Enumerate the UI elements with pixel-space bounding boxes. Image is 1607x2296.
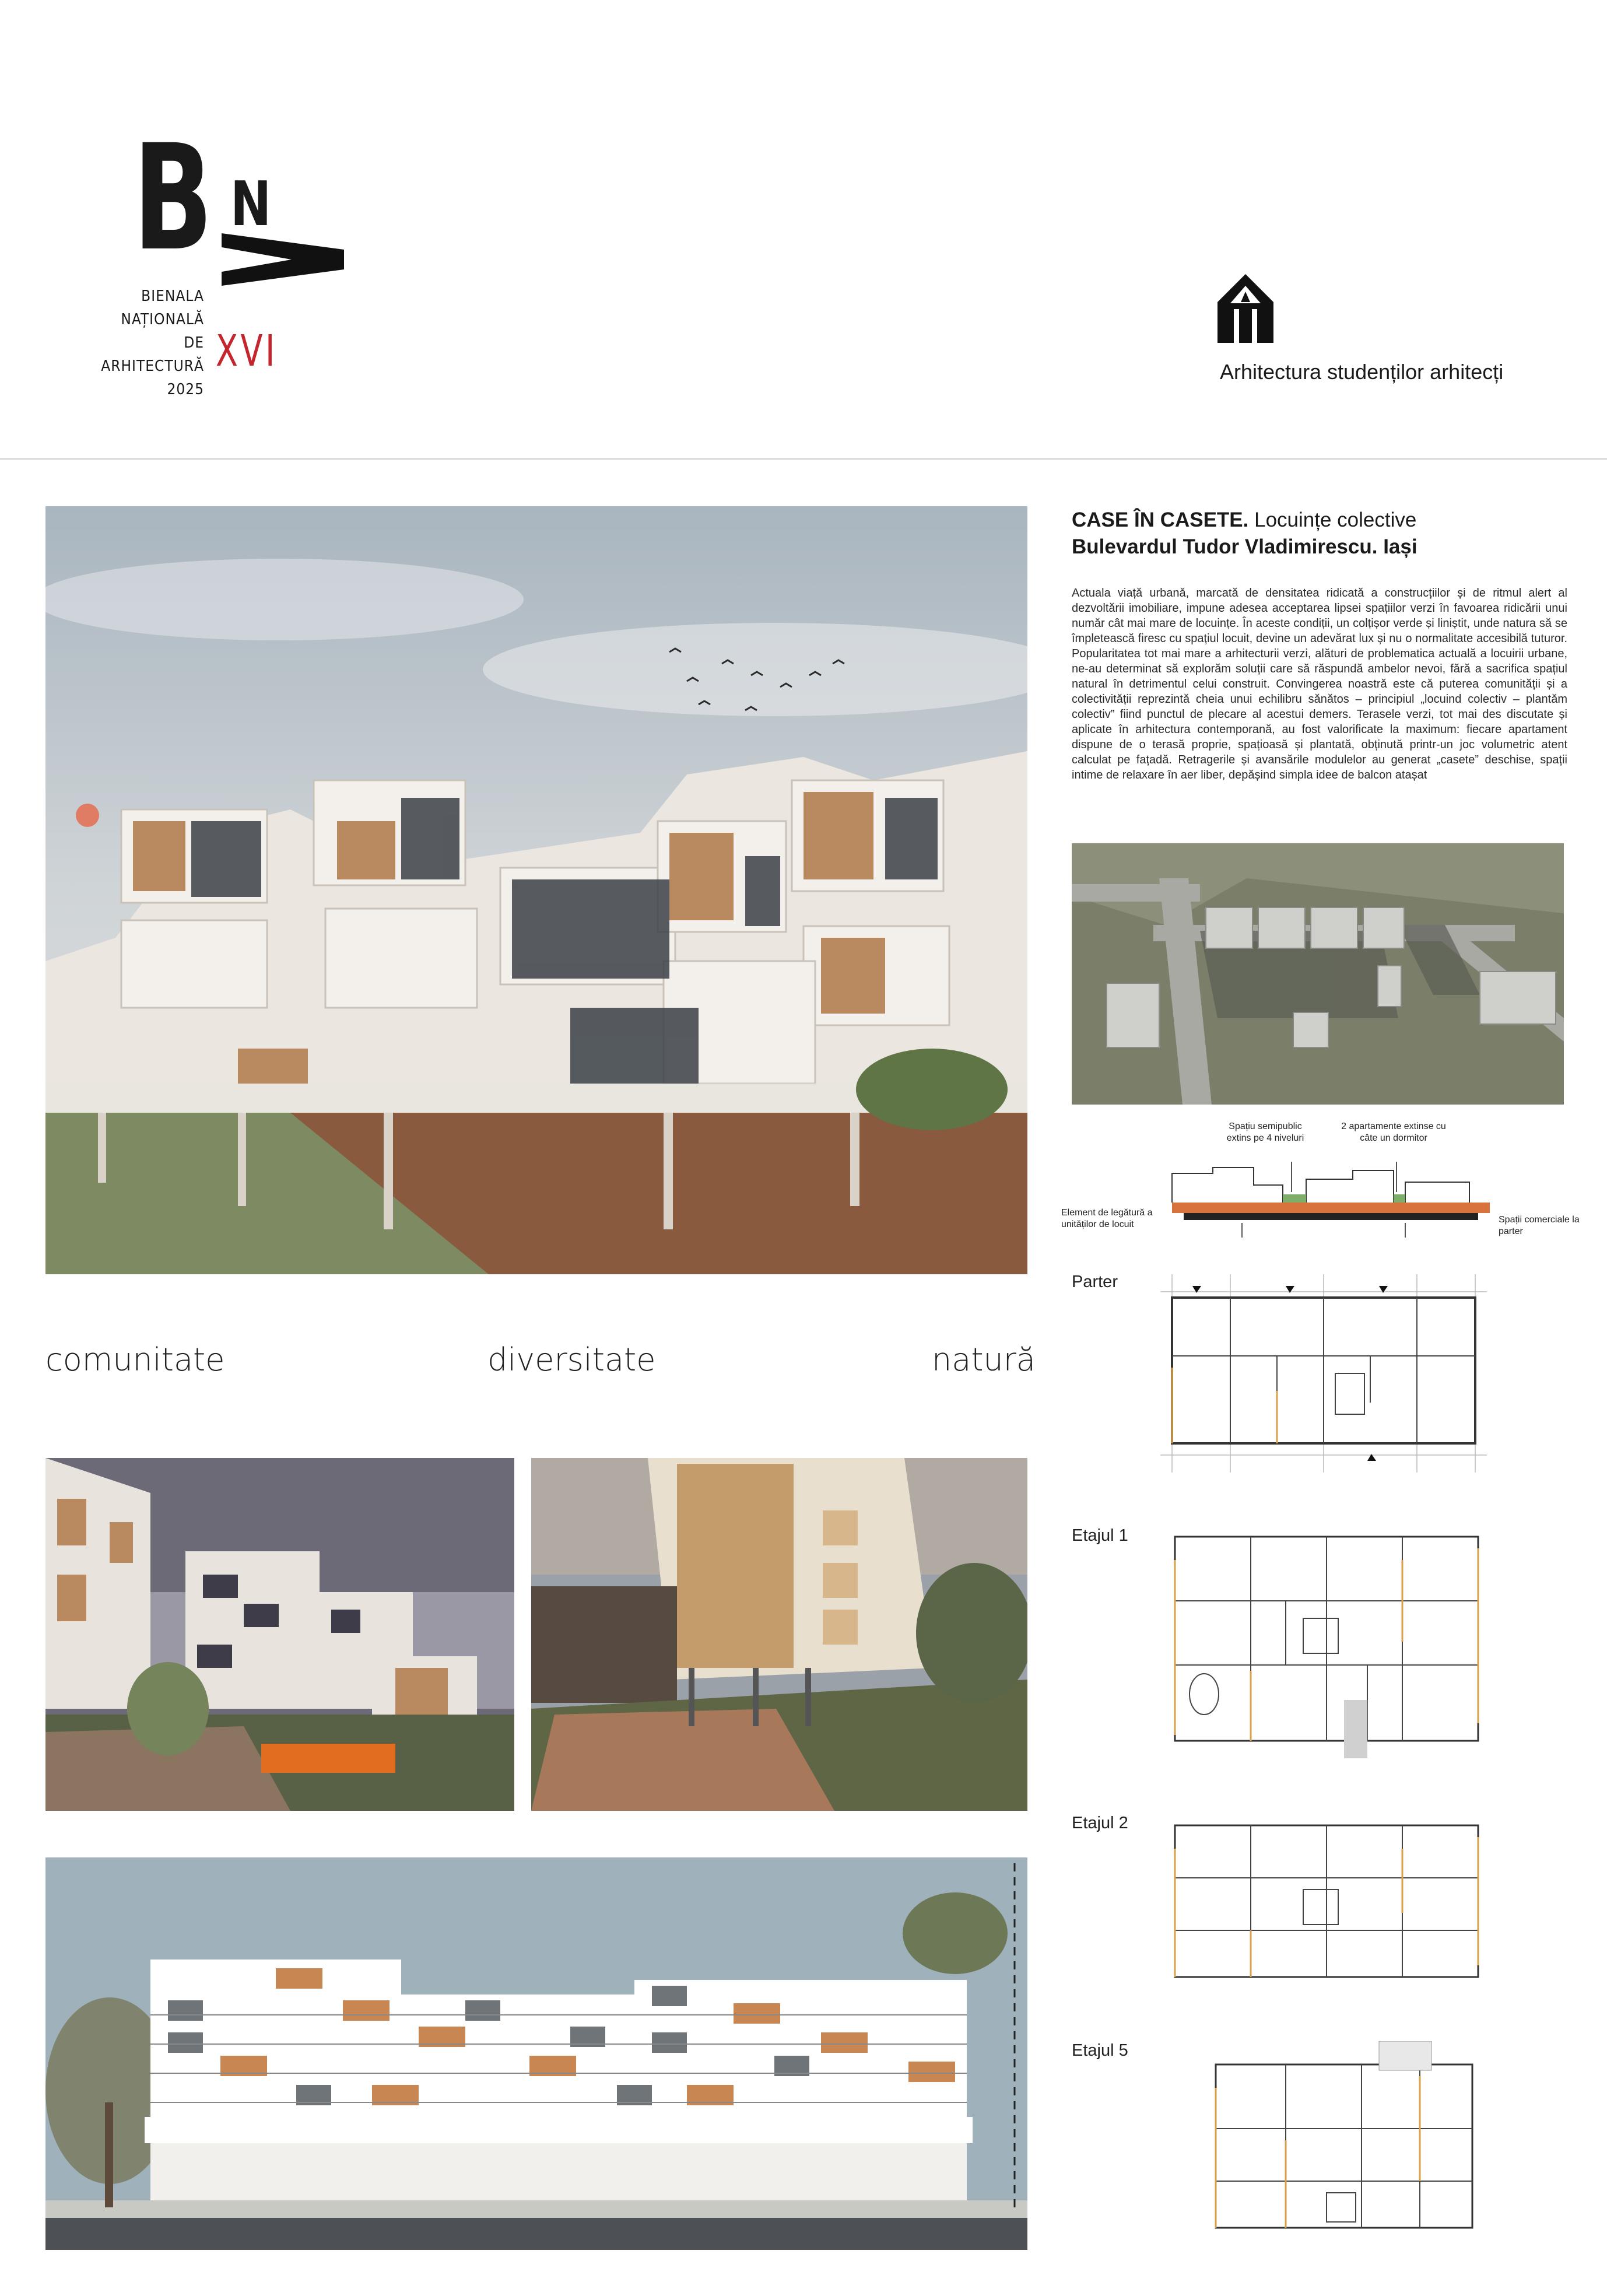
label-extended-apartments: 2 apartamente extinse cu câte un dormitor: [1341, 1121, 1446, 1143]
floor-plan-etajul-1: [1169, 1525, 1484, 1764]
keyword-nature: natură: [932, 1341, 1036, 1378]
label-connecting-element: Element de legătură a unităților de locuit: [1061, 1208, 1153, 1229]
plan-label-etajul-1: Etajul 1: [1072, 1526, 1128, 1545]
keyword-community: comunitate: [45, 1341, 225, 1378]
logo-text-line: ARHITECTURĂ: [101, 357, 204, 375]
label-semipublic: Spațiu semipublic extins pe 4 niveluri: [1226, 1121, 1304, 1143]
logo-edition: XVI: [216, 326, 278, 376]
pencil-house-icon: [1217, 274, 1273, 343]
project-title-bold: CASE ÎN CASETE.: [1072, 509, 1249, 531]
label-commercial-spaces: Spații comerciale la parter: [1499, 1215, 1580, 1236]
logo-text-line: NAȚIONALĂ: [121, 311, 204, 328]
logo-text: [87, 285, 204, 401]
section-diagram: [1061, 1121, 1586, 1255]
courtyard-render-dusk: [45, 1458, 514, 1811]
plan-label-etajul-5: Etajul 5: [1072, 2041, 1128, 2060]
logo-letter-n: N: [230, 169, 272, 240]
project-title-rest: Locuințe colective: [1248, 509, 1417, 531]
project-subtitle: Bulevardul Tudor Vladimirescu. Iași: [1072, 535, 1417, 558]
floor-slab: [1172, 1203, 1490, 1213]
site-plan-aerial: [1072, 843, 1564, 1105]
logo-text-line: 2025: [167, 381, 204, 398]
project-description: Actuala viață urbană, marcată de densitatea ridicată a construcțiilor și de ritmul alert al dezvoltării imobiliare, impune adesea acceptarea lipsei spațiilor verzi în favoarea ridicării unui număr cât mai mare de locuințe. În aceste condiții, un colțișor verde și liniștit, unde natura să se împletească firesc cu spațiul locuit, devine un adevărat lux și nu o normalitate accesibilă tuturor. Popularitatea tot mai mare a arhitecturii verzi, alături de problematica actuală a locuirii urbane, ne-au determinat să explorăm soluții care să răspundă ambelor nevoi, fără a sacrifica spațiul natural în detrimentul celui construit. Convingerea noastră este că puterea comunității și a colectivității reprezintă cheia unui echilibru sănătos – principiul „locuind colectiv – plantăm colectiv” fiind punctul de plecare al acestui demers. Terasele verzi, tot mai des discutate și aplicate în arhitectura contemporană, au fost valorificate la maximum: fiecare apartament dispune de o terasă proprie, spațioasă și plantată, obținută printr-un joc volumetric atent calculat pe fațadă. Retragerile și avansările modulelor au generat „casete” deschise, spații intime de relaxare în aer liber, depășind simpla idee de balcon atașat: [1072, 587, 1567, 781]
section-drawing: [1160, 1150, 1504, 1243]
plan-label-parter: Parter: [1072, 1273, 1118, 1291]
logo-text-line: DE: [184, 334, 204, 352]
logo-letter-b: B: [133, 113, 210, 283]
floor-plan-etajul-2: [1169, 1814, 1484, 1989]
street-elevation: [45, 1857, 1027, 2250]
main-render: [45, 506, 1027, 1274]
logo-letter-a: [222, 233, 344, 286]
plan-label-etajul-2: Etajul 2: [1072, 1814, 1128, 1832]
floor-plan-etajul-5: [1210, 2041, 1478, 2239]
project-title: [1072, 509, 1416, 532]
floor-plan-parter: [1160, 1274, 1487, 1473]
passage-render: [531, 1458, 1027, 1811]
logo-text-line: BIENALA: [141, 288, 204, 305]
header-divider: [0, 458, 1607, 460]
keyword-diversity: diversitate: [487, 1341, 656, 1378]
section-label: Arhitectura studenților arhitecți: [1220, 360, 1504, 384]
